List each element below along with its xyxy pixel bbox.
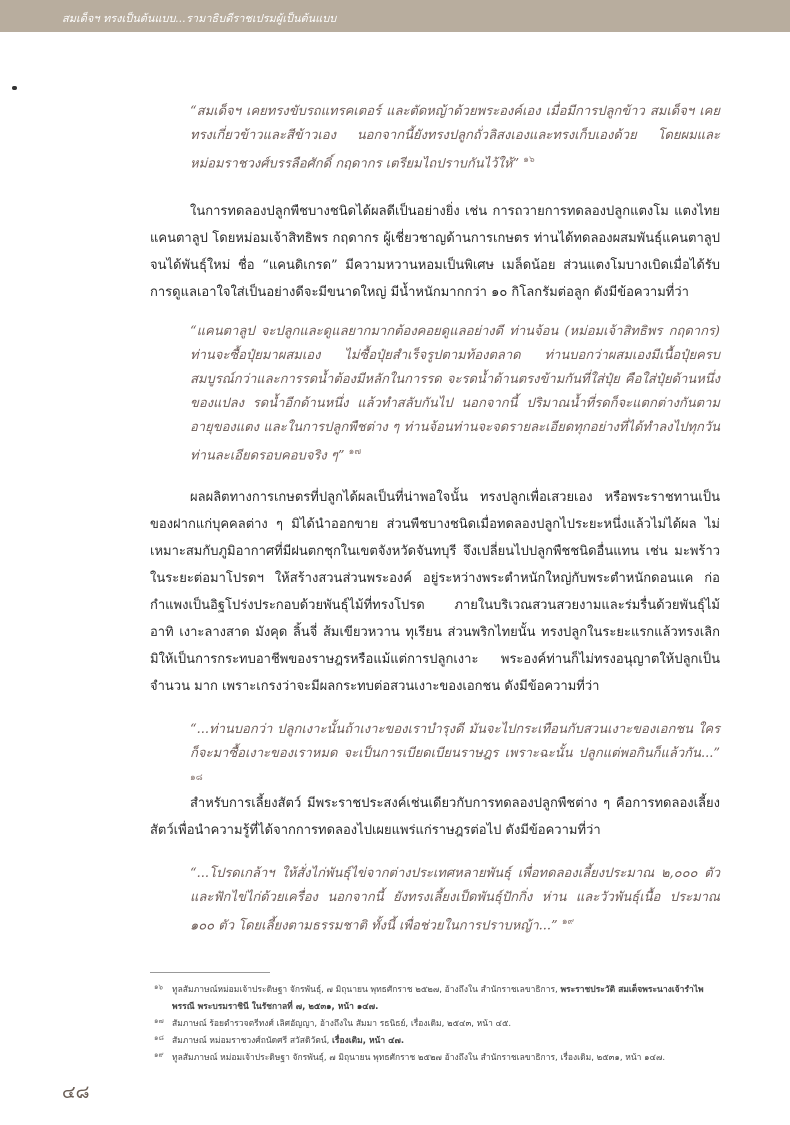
footnote-ref: ๑๖	[523, 155, 535, 165]
quote-1: “สมเด็จฯ เคยทรงขับรถแทรคเตอร์ และตัดหญ้าด้วยพระองค์เอง เมื่อมีการปลูกข้าว สมเด็จฯ เคยทรงเกี่ยวข้าวและสีข้าวเอง นอกจากนี้ยังทรงปลูกถั่วลิสงเองและทรงเก็บเองด้วย โดยผมและหม่อมราชวงศ์บรรลือศักดิ์ กฤดากร เตรียมไถปราบกันไว้ให้” $^{๑๖}$	[190, 104, 720, 172]
paragraph-2: ผลผลิตทางการเกษตรที่ปลูกได้ผลเป็นที่น่าพอใจนั้น ทรงปลูกเพื่อเสวยเอง หรือพระราชทานเป็นของฝากแก่บุคคลต่าง ๆ มิได้นำออกขาย ส่วนพืชบางชนิดเมื่อทดลองปลูกไประยะหนึ่งแล้วไม่ได้ผล ไม่เหมาะสมกับภูมิอากาศที่มีฝนตกชุกในเขตจังหวัดจันทบุรี จึงเปลี่ยนไปปลูกพืชชนิดอื่นแทน เช่น มะพร้าว ในระยะต่อมาโปรดฯ ให้สร้างสวนส่วนพระองค์ อยู่ระหว่างพระตำหนักใหญ่กับพระตำหนักดอนแค ก่อกำแพงเป็นอิฐโปร่งประกอบด้วยพันธุ์ไม้ที่ทรงโปรด ภายในบริเวณสวนสวยงามและร่มรื่นด้วยพันธุ์ไม้ อาทิ เงาะลางสาด มังคุด ลิ้นจี่ ส้มเขียวหวาน ทุเรียน ส่วนพริกไทยนั้น ทรงปลูกในระยะแรกแล้วทรงเลิก มิให้เป็นการกระทบอาชีพของราษฎรหรือแม้แต่การปลูกเงาะ พระองค์ท่านก็ไม่ทรงอนุญาตให้ปลูกเป็นจำนวน มาก เพราะเกรงว่าจะมีผลกระทบต่อสวนเงาะของเอกชน ดังมีข้อความที่ว่า	[150, 490, 720, 694]
paragraph-3: สำหรับการเลี้ยงสัตว์ มีพระราชประสงค์เช่นเดียวกับการทดลองปลูกพืชต่าง ๆ คือการทดลองเลี้ยงสัตว์เพื่อนำความรู้ที่ได้จากการทดลองไปเผยแพร่แก่ราษฎรต่อไป ดังมีข้อความที่ว่า	[150, 796, 720, 838]
scan-speck	[12, 86, 17, 90]
footnote-ref: ๑๙	[561, 917, 575, 927]
footnote-number: ๑๙	[154, 1051, 164, 1059]
footnote: ๑๘ สัมภาษณ์ หม่อมราชวงศ์ถนัดศรี สวัสดิวัตน์, เรื่องเดิม, หน้า ๔๗.	[150, 1033, 725, 1050]
footnote-number: ๑๘	[154, 1034, 164, 1042]
paragraph-1: ในการทดลองปลูกพืชบางชนิดได้ผลดีเป็นอย่างยิ่ง เช่น การถวายการทดลองปลูกแตงโม แตงไทย แคนตาลูป โดยหม่อมเจ้าสิทธิพร กฤดากร ผู้เชี่ยวชาญด้านการเกษตร ท่านได้ทดลองผสมพันธุ์แคนตาลูป จนได้พันธุ์ใหม่ ชื่อ “แคนดิเกรด” มีความหวานหอมเป็นพิเศษ เมล็ดน้อย ส่วนแตงโมบางเบิดเมื่อได้รับการดูแลเอาใจใส่เป็นอย่างดีจะมีขนาดใหญ่ มีน้ำหนักมากกว่า ๑๐ กิโลกรัมต่อลูก ดังมีข้อความที่ว่า	[150, 204, 720, 300]
quote-3: “...ท่านบอกว่า ปลูกเงาะนั้นถ้าเงาะของเราบำรุงดี มันจะไปกระเทือนกับสวนเงาะของเอกชน ใครก็จะมาซื้อเงาะของเราหมด จะเป็นการเบียดเบียนราษฎร เพราะฉะนั้น ปลูกแต่พอกินก็แล้วกัน...” $^{๑๘}$	[190, 722, 720, 783]
quote-2: “แคนตาลูป จะปลูกและดูแลยากมากต้องคอยดูแลอย่างดี ท่านจ้อน (หม่อมเจ้าสิทธิพร กฤดากร) ท่านจะซื้อปุ๋ยมาผสมเอง ไม่ซื้อปุ๋ยสำเร็จรูปตามท้องตลาด ท่านบอกว่าผสมเองมีเนื้อปุ๋ยครบสมบูรณ์กว่าและการรดน้ำต้องมีหลักในการรด จะรดน้ำด้านตรงข้ามกันที่ใส่ปุ๋ย คือใส่ปุ๋ยด้านหนึ่งของแปลง รดน้ำอีกด้านหนึ่ง แล้วทำสลับกันไป นอกจากนี้ ปริมาณน้ำที่รดก็จะแตกต่างกันตามอายุของแตง และในการปลูกพืชต่าง ๆ ท่านจ้อนท่านจะจดรายละเอียดทุกอย่างที่ได้ทำลงไปทุกวัน ท่านละเอียดรอบคอบจริง ๆ” $^{๑๗}$	[190, 324, 720, 464]
quote-4: “...โปรดเกล้าฯ ให้สั่งไก่พันธุ์ไข่จากต่างประเทศหลายพันธุ์ เพื่อทดลองเลี้ยงประมาณ ๒,๐๐๐ ตัว และฟักไข่ไก่ด้วยเครื่อง นอกจากนี้ ยังทรงเลี้ยงเป็ดพันธุ์ปักกิ่ง ห่าน และวัวพันธุ์เนื้อ ประมาณ ๑๐๐ ตัว โดยเลี้ยงตามธรรมชาติ ทั้งนี้ เพื่อช่วยในการปราบหญ้า...” $^{๑๙}$	[190, 866, 720, 934]
footnote-number: ๑๗	[154, 1017, 164, 1025]
footnote: ๑๙ ทูลสัมภาษณ์ หม่อมเจ้าประดิษฐา จักรพันธุ์, ๗ มิถุนายน พุทธศักราช ๒๕๒๗ อ้างถึงใน สำนักราชเลขาธิการ, เรื่องเดิม, ๒๕๓๑, หน้า ๑๔๗.	[150, 1050, 725, 1067]
running-header-title: สมเด็จฯ ทรงเป็นต้นแบบ...รามาธิบดีราชเปรมผู้เป็นต้นแบบ	[62, 12, 337, 25]
page-number: ๔๘	[62, 1082, 90, 1103]
footnotes	[150, 982, 725, 1067]
header-band	[0, 0, 790, 32]
footnote: ๑๗ สัมภาษณ์ ร้อยตำรวจตรีทงศ์ เลิศอัญญา, อ้างถึงใน สัมมา รธนิธย์, เรื่องเดิม, ๒๕๔๓, หน้า ๔๕.	[150, 1016, 725, 1033]
footnote-divider	[150, 972, 270, 973]
footnote-ref: ๑๘	[190, 773, 203, 783]
footnote-ref: ๑๗	[348, 447, 362, 457]
footnote: ๑๖ ทูลสัมภาษณ์หม่อมเจ้าประดิษฐา จักรพันธุ์, ๗ มิถุนายน พุทธศักราช ๒๕๒๗, อ้างถึงใน สำนักราชเลขาธิการ, พระราชประวัติ สมเด็จพระนางเจ้ารำไพพรรณี พระบรมราชินี ในรัชกาลที่ ๗, ๒๕๓๑, หน้า ๑๔๗.	[150, 982, 725, 1016]
footnote-number: ๑๖	[154, 983, 163, 991]
